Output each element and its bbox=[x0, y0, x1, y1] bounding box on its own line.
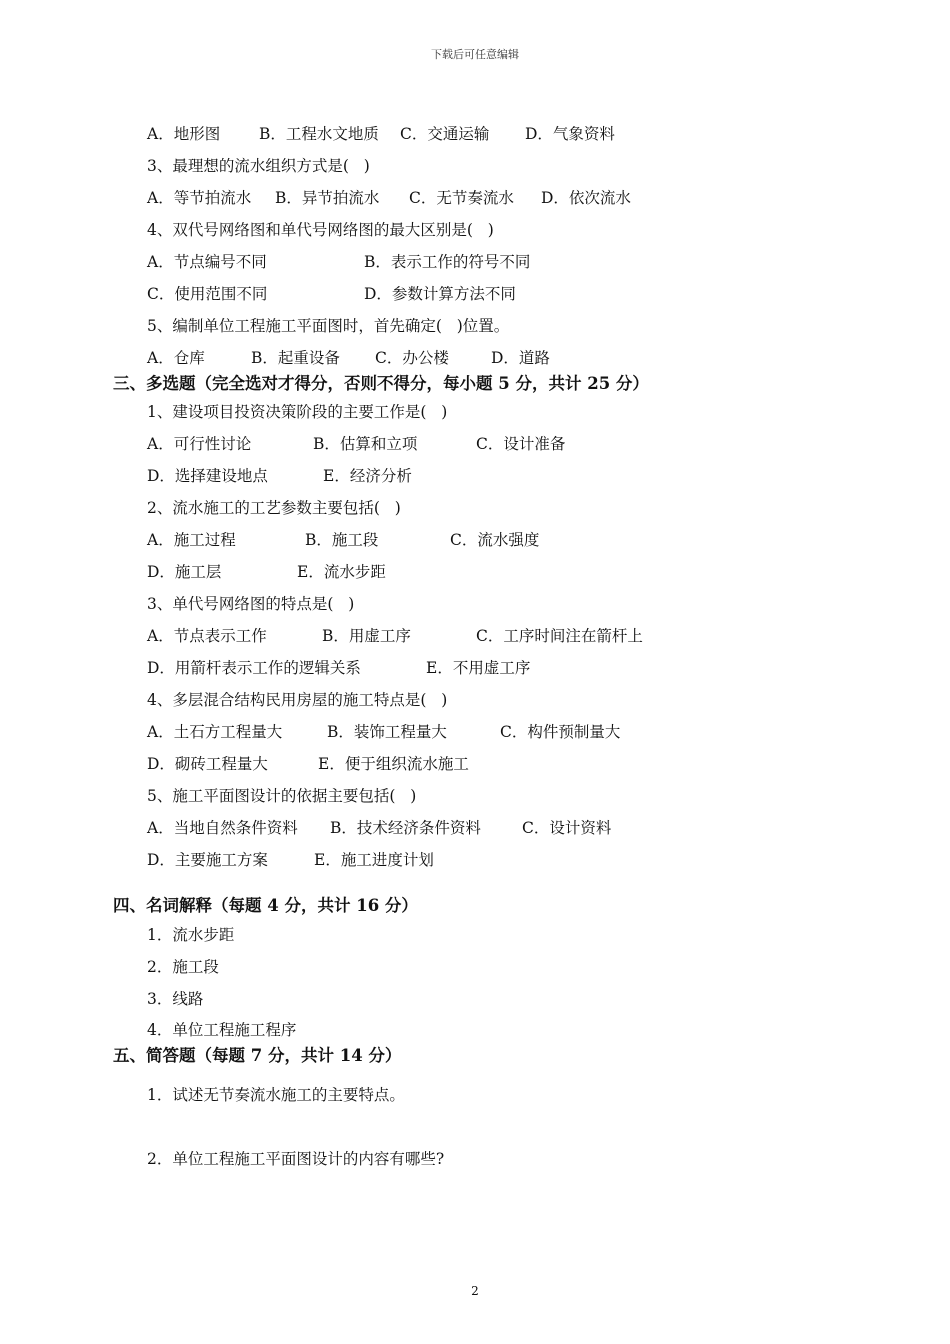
option: B．施工段 bbox=[305, 531, 379, 549]
question-3: 3、单代号网络图的特点是( ) bbox=[147, 595, 355, 613]
option: E．不用虚工序 bbox=[426, 659, 531, 677]
section-5-title: 五、简答题（每题 7 分，共计 14 分） bbox=[113, 1046, 402, 1065]
option: D．主要施工方案 bbox=[147, 851, 268, 869]
option: D．施工层 bbox=[147, 563, 222, 581]
option: B．技术经济条件资料 bbox=[330, 819, 481, 837]
option: C．无节奏流水 bbox=[409, 189, 514, 207]
option: C．办公楼 bbox=[375, 349, 449, 367]
question-1: 1、建设项目投资决策阶段的主要工作是( ) bbox=[147, 403, 448, 421]
option: A．当地自然条件资料 bbox=[147, 819, 298, 837]
option: E．施工进度计划 bbox=[314, 851, 434, 869]
option: C．工序时间注在箭杆上 bbox=[476, 627, 643, 645]
option: C．流水强度 bbox=[450, 531, 540, 549]
section-4-title: 四、名词解释（每题 4 分，共计 16 分） bbox=[113, 896, 418, 915]
option: D．用箭杆表示工作的逻辑关系 bbox=[147, 659, 361, 677]
option: A．节点表示工作 bbox=[147, 627, 267, 645]
option: C．设计资料 bbox=[522, 819, 612, 837]
option: B．表示工作的符号不同 bbox=[364, 253, 531, 271]
term-item: 3．线路 bbox=[147, 990, 204, 1008]
option: A．地形图 bbox=[147, 125, 221, 143]
option: E．便于组织流水施工 bbox=[318, 755, 469, 773]
option: D．选择建设地点 bbox=[147, 467, 268, 485]
option: D．道路 bbox=[491, 349, 550, 367]
term-item: 1．流水步距 bbox=[147, 926, 235, 944]
term-item: 2．施工段 bbox=[147, 958, 219, 976]
question-4: 4、多层混合结构民用房屋的施工特点是( ) bbox=[147, 691, 448, 709]
option: D．气象资料 bbox=[525, 125, 615, 143]
question-3: 3、最理想的流水组织方式是( ) bbox=[147, 157, 370, 175]
question-5: 5、编制单位工程施工平面图时，首先确定( )位置。 bbox=[147, 317, 510, 335]
option: A．仓库 bbox=[147, 349, 205, 367]
option: A．等节拍流水 bbox=[147, 189, 252, 207]
option: B．起重设备 bbox=[251, 349, 340, 367]
option: B．用虚工序 bbox=[322, 627, 411, 645]
option: B．工程水文地质 bbox=[259, 125, 379, 143]
question-4: 4、双代号网络图和单代号网络图的最大区别是( ) bbox=[147, 221, 494, 239]
option: E．流水步距 bbox=[297, 563, 386, 581]
option: C．设计准备 bbox=[476, 435, 566, 453]
short-answer-item: 1．试述无节奏流水施工的主要特点。 bbox=[147, 1086, 405, 1104]
option: C．交通运输 bbox=[400, 125, 490, 143]
short-answer-item: 2．单位工程施工平面图设计的内容有哪些? bbox=[147, 1150, 445, 1168]
option: D．参数计算方法不同 bbox=[364, 285, 516, 303]
question-5: 5、施工平面图设计的依据主要包括( ) bbox=[147, 787, 417, 805]
option: D．依次流水 bbox=[541, 189, 631, 207]
option: A．施工过程 bbox=[147, 531, 236, 549]
option: E．经济分析 bbox=[323, 467, 412, 485]
section-3-title: 三、多选题（完全选对才得分，否则不得分，每小题 5 分，共计 25 分） bbox=[113, 374, 649, 393]
option: C．构件预制量大 bbox=[500, 723, 621, 741]
page-header: 下载后可任意编辑 bbox=[431, 48, 519, 61]
option: B．装饰工程量大 bbox=[327, 723, 447, 741]
page-number: 2 bbox=[471, 1284, 479, 1298]
term-item: 4．单位工程施工程序 bbox=[147, 1021, 297, 1039]
question-2: 2、流水施工的工艺参数主要包括( ) bbox=[147, 499, 401, 517]
option: D．砌砖工程量大 bbox=[147, 755, 268, 773]
option: C．使用范围不同 bbox=[147, 285, 268, 303]
option: A．节点编号不同 bbox=[147, 253, 267, 271]
option: B．异节拍流水 bbox=[275, 189, 380, 207]
option: A．可行性讨论 bbox=[147, 435, 252, 453]
option: B．估算和立项 bbox=[313, 435, 418, 453]
option: A．土石方工程量大 bbox=[147, 723, 283, 741]
